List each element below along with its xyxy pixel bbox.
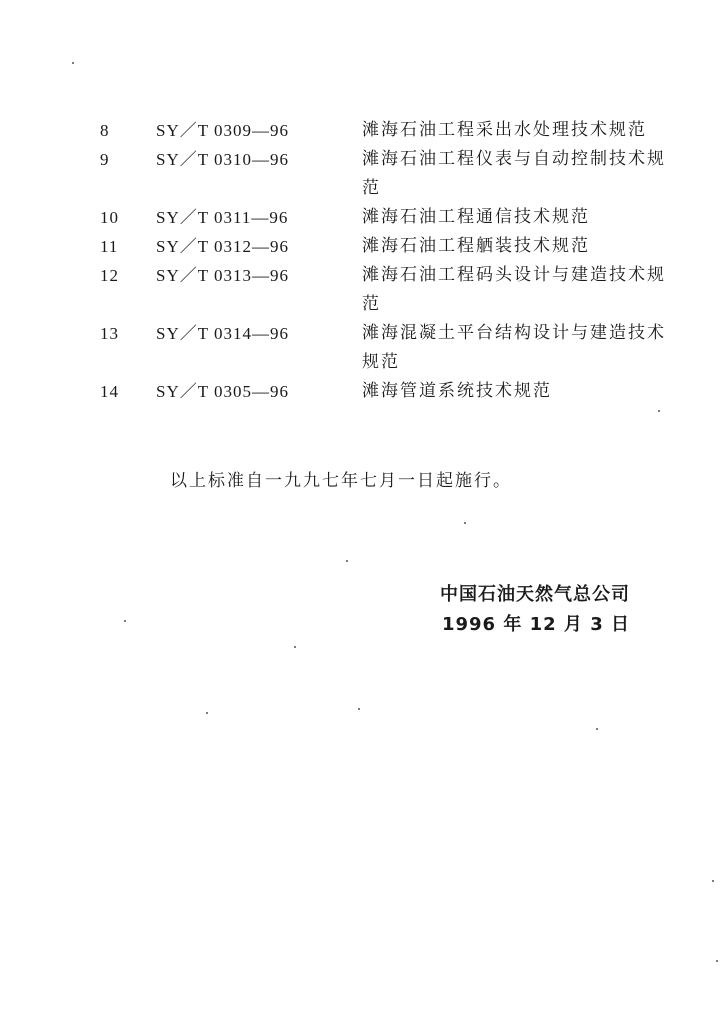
standard-title: 滩海混凝土平台结构设计与建造技术规范 (362, 323, 666, 372)
standard-title: 滩海管道系统技术规范 (362, 381, 552, 401)
standard-code: SY／T 0309—96 (156, 121, 290, 140)
standard-number: 9 (100, 150, 110, 169)
standard-code: SY／T 0305—96 (156, 382, 290, 401)
scan-speck (294, 646, 296, 648)
standard-code: SY／T 0314—96 (156, 324, 290, 343)
standard-code: SY／T 0310—96 (156, 150, 290, 169)
issue-date: 1996 年 12 月 3 日 (441, 614, 630, 635)
issuing-organization: 中国石油天然气总公司 (440, 584, 630, 605)
scan-speck (658, 410, 660, 412)
list-item (100, 145, 680, 203)
scan-speck (124, 620, 126, 622)
scan-speck (716, 960, 718, 962)
standard-number: 14 (100, 382, 119, 401)
list-item (100, 377, 680, 406)
standard-code: SY／T 0312—96 (156, 237, 290, 256)
scan-speck (358, 708, 360, 710)
scan-speck (596, 728, 598, 730)
list-item (100, 203, 680, 232)
scan-speck (464, 522, 466, 524)
standard-code: SY／T 0311—96 (156, 208, 289, 227)
standard-number: 10 (100, 208, 119, 227)
standard-number: 8 (100, 121, 110, 140)
list-item (100, 319, 680, 377)
scan-speck (346, 560, 348, 562)
scan-speck (72, 62, 74, 64)
signature-block (440, 580, 630, 640)
list-item (100, 261, 680, 319)
standard-code: SY／T 0313—96 (156, 266, 290, 285)
standard-title: 滩海石油工程码头设计与建造技术规范 (362, 265, 666, 314)
standard-title: 滩海石油工程通信技术规范 (362, 207, 590, 227)
list-item (100, 116, 680, 145)
standard-title: 滩海石油工程仪表与自动控制技术规范 (362, 149, 666, 198)
scan-speck (206, 712, 208, 714)
list-item (100, 232, 680, 261)
standard-number: 12 (100, 266, 119, 285)
standard-title: 滩海石油工程舾装技术规范 (362, 236, 590, 256)
standard-number: 11 (100, 237, 119, 256)
effective-date-notice: 以上标准自一九九七年七月一日起施行。 (170, 471, 512, 491)
standards-list (100, 116, 680, 406)
standard-number: 13 (100, 324, 119, 343)
scan-speck (712, 880, 714, 882)
standard-title: 滩海石油工程采出水处理技术规范 (362, 120, 647, 140)
